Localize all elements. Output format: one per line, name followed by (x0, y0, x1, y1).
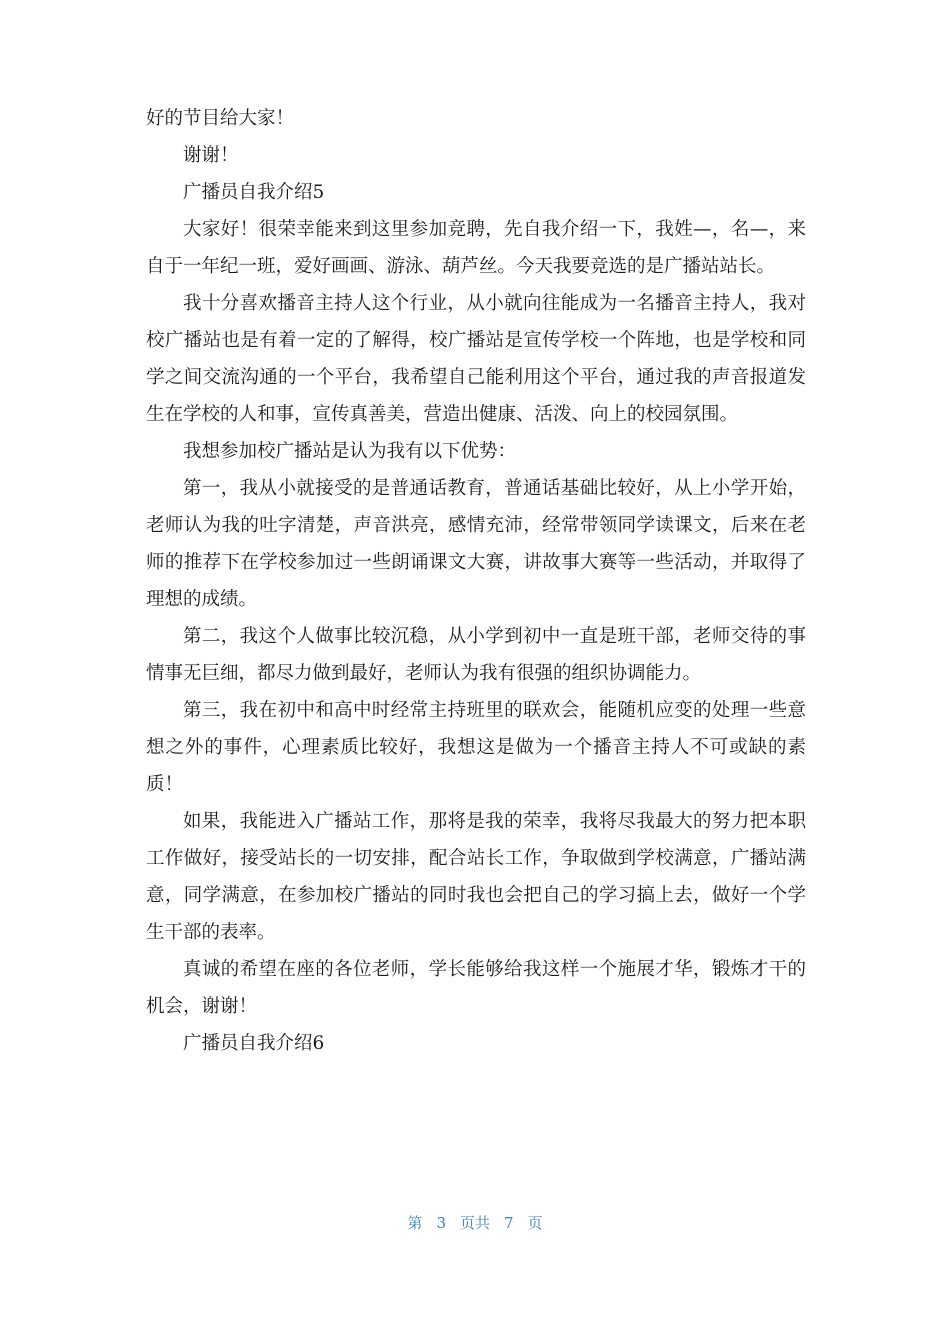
footer-suffix: 页 (527, 1214, 543, 1232)
document-body (146, 100, 806, 1062)
section-heading: 广播员自我介绍6 (183, 1033, 325, 1054)
paragraph: 谢谢！ (183, 145, 239, 166)
paragraph: 第二，我这个人做事比较沉稳，从小学到初中一直是班干部，老师交待的事情事无巨细，都尽力做到最好，老师认为我有很强的组织协调能力。 (146, 626, 806, 684)
footer-prefix: 第 (407, 1214, 423, 1232)
paragraph: 大家好！很荣幸能来到这里参加竞聘，先自我介绍一下，我姓—，名—，来自于一年纪一班，爱好画画、游泳、葫芦丝。今天我要竞选的是广播站站长。 (146, 219, 806, 277)
paragraph: 如果，我能进入广播站工作，那将是我的荣幸，我将尽我最大的努力把本职工作做好，接受站长的一切安排，配合站长工作，争取做到学校满意，广播站满意，同学满意，在参加校广播站的同时我也会把自己的学习搞上去，做好一个学生干部的表率。 (146, 811, 806, 943)
footer-middle: 页共 (459, 1214, 490, 1232)
paragraph: 第一，我从小就接受的是普通话教育，普通话基础比较好，从上小学开始，老师认为我的吐字清楚，声音洪亮，感情充沛，经常带领同学读课文，后来在老师的推荐下在学校参加过一些朗诵课文大赛，讲故事大赛等一些活动，并取得了理想的成绩。 (146, 478, 806, 610)
paragraph: 好的节目给大家！ (146, 108, 295, 129)
paragraph: 我十分喜欢播音主持人这个行业，从小就向往能成为一名播音主持人，我对校广播站也是有着一定的了解得，校广播站是宣传学校一个阵地，也是学校和同学之间交流沟通的一个平台，我希望自己能利用这个平台，通过我的声音报道发生在学校的人和事，宣传真善美，营造出健康、活泼、向上的校园氛围。 (146, 293, 806, 425)
total-pages-number: 7 (504, 1214, 514, 1232)
paragraph: 真诚的希望在座的各位老师，学长能够给我这样一个施展才华，锻炼才干的机会，谢谢！ (146, 959, 806, 1017)
paragraph: 我想参加校广播站是认为我有以下优势： (183, 441, 517, 462)
section-heading: 广播员自我介绍5 (183, 182, 325, 203)
current-page-number: 3 (436, 1214, 446, 1232)
page-footer (0, 1212, 950, 1233)
paragraph: 第三，我在初中和高中时经常主持班里的联欢会，能随机应变的处理一些意想之外的事件，心理素质比较好，我想这是做为一个播音主持人不可或缺的素质！ (146, 700, 806, 795)
